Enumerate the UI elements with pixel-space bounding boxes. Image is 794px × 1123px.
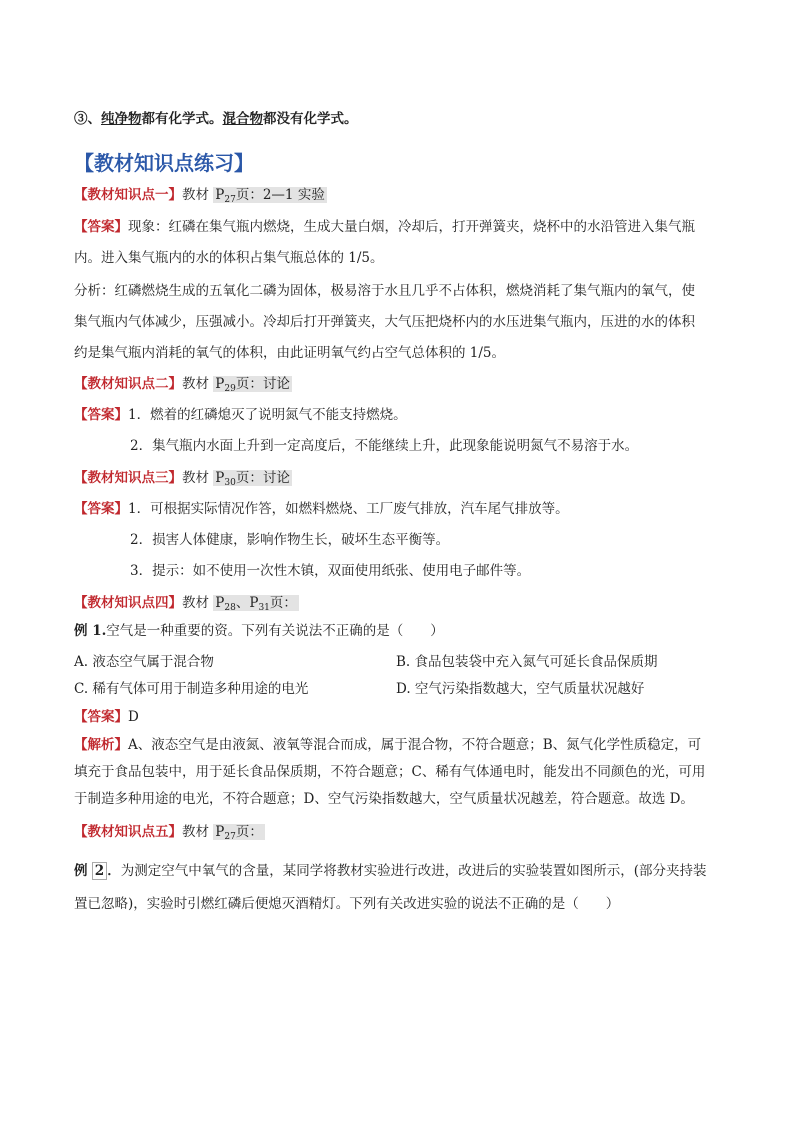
book-text: 教材 <box>182 470 209 486</box>
example-1-answer <box>74 708 139 726</box>
point-4-heading <box>74 594 299 617</box>
point-label: 【教材知识点二】 <box>74 376 182 392</box>
page-ref <box>213 376 292 392</box>
point-label: 【教材知识点一】 <box>74 187 182 203</box>
page-ref <box>213 187 327 203</box>
page-suffix: 页：2—1 实验 <box>235 187 325 203</box>
answer-label: 【答案】 <box>74 219 128 235</box>
example-1-analysis-3: 于制造多种用途的电光，不符合题意；D、空气污染指数越大，空气质量状况越差，符合题意。故选 D。 <box>74 791 694 807</box>
page-p: P <box>215 470 225 486</box>
book-text: 教材 <box>182 824 209 840</box>
example-1-analysis-2: 填充于食品包装中，用于延长食品保质期，不符合题意；C、稀有气体通电时，能发出不同颜色的光，可用 <box>74 764 706 780</box>
answer-text: 1．可根据实际情况作答，如燃料燃烧、工厂废气排放，汽车尾气排放等。 <box>128 501 569 517</box>
page-p: P <box>215 376 225 392</box>
page-separator: 、P <box>235 595 259 611</box>
book-text: 教材 <box>182 187 209 203</box>
page-ref <box>213 470 292 486</box>
section-title: 【教材知识点练习】 <box>74 151 254 175</box>
page-number: 27 <box>224 832 236 842</box>
page-number: 30 <box>224 478 236 488</box>
option-b: B. 食品包装袋中充入氮气可延长食品保质期 <box>396 654 658 670</box>
page-number: 29 <box>224 384 236 394</box>
p2-answer-1 <box>74 406 407 424</box>
page-suffix: 页： <box>269 595 297 611</box>
page-suffix: 页： <box>235 824 263 840</box>
point-1-heading <box>74 186 327 209</box>
p1-answer-line1 <box>74 218 695 236</box>
circled-number: ③、 <box>74 111 101 127</box>
point-5-heading <box>74 823 265 846</box>
note-text: 都没有化学式。 <box>263 111 358 127</box>
p1-analysis-line1: 分析：红磷燃烧生成的五氧化二磷为固体，极易溶于水且几乎不占体积，燃烧消耗了集气瓶内的氧气，使 <box>74 283 695 299</box>
analysis-text: A、液态空气是由液氮、液氧等混合而成，属于混合物，不符合题意；B、氮气化学性质稳定，可 <box>128 737 702 753</box>
example-1-question <box>74 622 444 640</box>
example-2-line1 <box>74 862 706 880</box>
p3-answer-3: 3．提示：如不使用一次性木镇，双面使用纸张、使用电子邮件等。 <box>130 563 531 579</box>
answer-text: 1．燃着的红磷熄灭了说明氮气不能支持燃烧。 <box>128 407 407 423</box>
example-label: 例 <box>74 863 88 879</box>
example-label: 例 1. <box>74 623 107 639</box>
page-number-2: 31 <box>258 603 270 613</box>
example-number: 2 <box>92 862 107 880</box>
example-dot: ． <box>107 863 121 879</box>
book-text: 教材 <box>182 595 209 611</box>
answer-label: 【答案】 <box>74 407 128 423</box>
answer-value: D <box>128 709 139 725</box>
page-suffix: 页：讨论 <box>235 376 290 392</box>
page-number: 28 <box>224 603 236 613</box>
p1-answer-line2: 内。进入集气瓶内的水的体积占集气瓶总体的 1/5。 <box>74 250 384 266</box>
p1-analysis-line3: 约是集气瓶内消耗的氧气的体积，由此证明氧气约占空气总体积的 1/5。 <box>74 345 506 361</box>
analysis-label: 【解析】 <box>74 737 128 753</box>
pure-mixture-note <box>74 110 358 128</box>
book-text: 教材 <box>182 376 209 392</box>
option-c: C. 稀有气体可用于制造多种用途的电光 <box>74 681 309 697</box>
point-2-heading <box>74 375 292 398</box>
page-p: P <box>215 187 225 203</box>
answer-label: 【答案】 <box>74 709 128 725</box>
question-text: 为测定空气中氧气的含量，某同学将教材实验进行改进，改进后的实验装置如图所示，(部分夹持装 <box>120 863 707 879</box>
p3-answer-1 <box>74 500 569 518</box>
point-label: 【教材知识点四】 <box>74 595 182 611</box>
answer-label: 【答案】 <box>74 501 128 517</box>
point-label: 【教材知识点三】 <box>74 470 182 486</box>
page-p: P <box>215 824 225 840</box>
page-p: P <box>215 595 225 611</box>
point-label: 【教材知识点五】 <box>74 824 182 840</box>
option-a: A. 液态空气属于混合物 <box>74 654 214 670</box>
p2-answer-2: 2．集气瓶内水面上升到一定高度后，不能继续上升，此现象能说明氮气不易溶于水。 <box>130 438 639 454</box>
page-ref <box>213 595 299 611</box>
p1-analysis-line2: 集气瓶内气体减少，压强减小。冷却后打开弹簧夹，大气压把烧杯内的水压进集气瓶内，压进的水的体积 <box>74 314 695 330</box>
p3-answer-2: 2．损害人体健康，影响作物生长，破坏生态平衡等。 <box>130 532 450 548</box>
example-1-analysis-1 <box>74 736 701 754</box>
option-d: D. 空气污染指数越大，空气质量状况越好 <box>396 681 645 697</box>
page-ref <box>213 824 265 840</box>
point-3-heading <box>74 469 292 492</box>
example-2-line2: 置已忽略)，实验时引燃红磷后便熄灭酒精灯。下列有关改进实验的说法不正确的是（ ） <box>74 896 620 912</box>
note-text: 都有化学式。 <box>141 111 223 127</box>
mixture-term: 混合物 <box>222 111 263 127</box>
page-suffix: 页：讨论 <box>235 470 290 486</box>
pure-substance-term: 纯净物 <box>101 111 142 127</box>
answer-text: 现象：红磷在集气瓶内燃烧，生成大量白烟，冷却后，打开弹簧夹，烧杯中的水沿管进入集气瓶 <box>128 219 695 235</box>
page-number: 27 <box>224 195 236 205</box>
question-text: 空气是一种重要的资。下列有关说法不正确的是（ ） <box>106 623 444 639</box>
